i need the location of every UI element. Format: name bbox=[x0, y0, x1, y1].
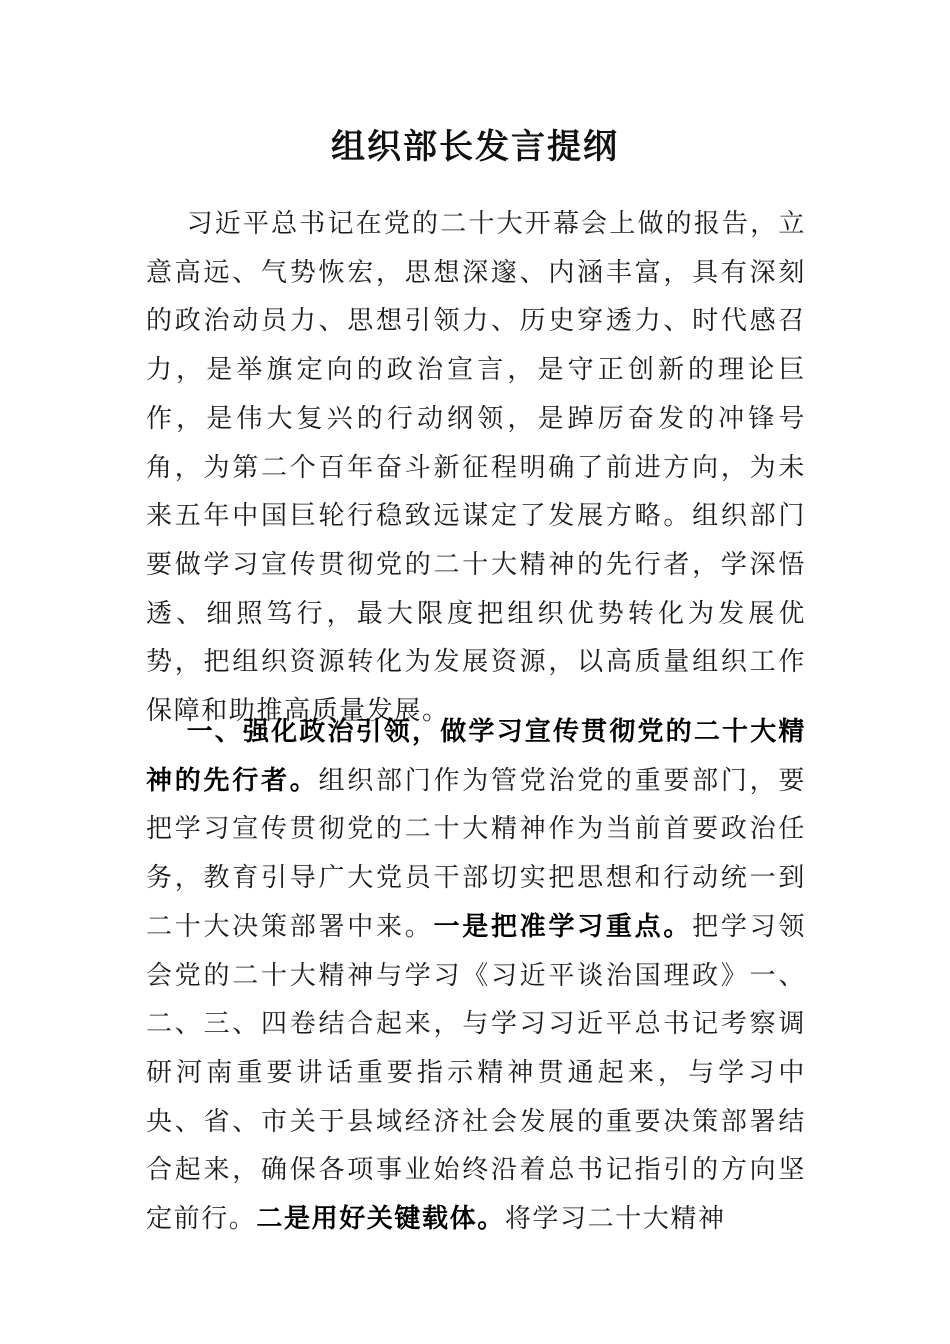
point-one-text: 把学习领会党的二十大精神与学习《习近平谈治国理政》一、二、三、四卷结合起来，与学习习近平总书记考察调研河南重要讲话重要指示精神贯通起来，与学习中央、省、市关于县域经济社会发展的重要决策部署结合起来，确保各项事业始终沿着总书记指引的方向坚定前行。 bbox=[146, 911, 806, 1235]
point-two-text: 将学习二十大精神 bbox=[504, 1204, 726, 1235]
point-two-heading: 二是用好关键载体。 bbox=[256, 1204, 505, 1235]
section-one-heading: 一、强化政治引领，做学习宣传贯彻党的二十大精神的先行者。 bbox=[146, 717, 806, 796]
point-one-heading: 一是把准学习重点。 bbox=[433, 911, 693, 942]
document-title: 组织部长发言提纲 bbox=[331, 127, 619, 167]
paragraph-intro bbox=[146, 200, 806, 736]
section-one-text: 组织部门作为管党治党的重要部门，要把学习宣传贯彻党的二十大精神作为当前首要政治任务，教育引导广大党员干部切实把思想和行动统一到二十大决策部署中来。 bbox=[146, 765, 807, 942]
paragraph-intro-text: 习近平总书记在党的二十大开幕会上做的报告，立意高远、气势恢宏，思想深邃、内涵丰富，具有深刻的政治动员力、思想引领力、历史穿透力、时代感召力，是举旗定向的政治宣言，是守正创新的理论巨作，是伟大复兴的行动纲领，是踔厉奋发的冲锋号角，为第二个百年奋斗新征程明确了前进方向，为未来五年中国巨轮行稳致远谋定了发展方略。组织部门要做学习宣传贯彻党的二十大精神的先行者，学深悟透、细照笃行，最大限度把组织优势转化为发展优势，把组织资源转化为发展资源，以高质量组织工作保障和助推高质量发展。 bbox=[146, 209, 806, 727]
paragraph-section-one bbox=[146, 708, 806, 1244]
